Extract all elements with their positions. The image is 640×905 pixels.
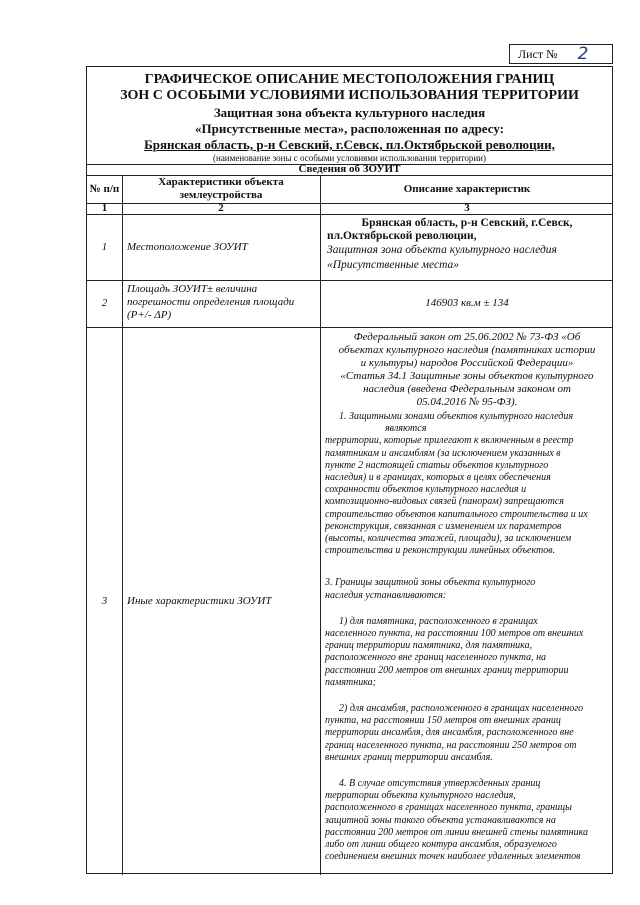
- col-header-num: № п/п: [89, 182, 120, 195]
- col-divider: [122, 175, 123, 875]
- col-index-2: 2: [218, 202, 224, 214]
- row-3-name: Иные характеристики ЗОУИТ: [127, 594, 272, 607]
- text-line: территории ансамбля, для ансамбля, расположенного вне: [325, 727, 574, 739]
- sheet-number: 2: [577, 44, 589, 64]
- text-line: границ территории памятника, для памятника,: [325, 640, 533, 652]
- text-line: либо от линии общего контура ансамбля, образуемого: [325, 839, 557, 851]
- text-line: реконструкция, связанная с изменением их параметров: [325, 520, 562, 532]
- text-line: расположенного вне границ населенного пункта, на: [325, 652, 547, 664]
- text-line: защитной зоны такого объекта устанавливаются на: [325, 814, 556, 826]
- row-1-address-1: Брянская область, р-н Севский, г.Севск,: [361, 217, 573, 229]
- text-line: сохранности объектов культурного наследия и: [325, 484, 527, 496]
- document-frame: [86, 66, 613, 874]
- subtitle-line-2: «Присутственные места», расположенная по адресу:: [195, 121, 504, 136]
- clause-4-block: [325, 778, 609, 863]
- text-line: населенного пункта, на расстоянии 100 метров от внешних: [325, 628, 584, 640]
- text-line: (высоты, количества этажей, площади), за исключением: [325, 533, 572, 545]
- subtitle-line-1: Защитная зона объекта культурного наследия: [213, 105, 486, 120]
- col-index-1: 1: [101, 202, 108, 214]
- clause-3-1-block: [325, 616, 609, 689]
- text-line: Федеральный закон от 25.06.2002 № 73-ФЗ «Об: [353, 331, 581, 343]
- text-line: расстоянии 200 метров от внешних границ территории: [325, 664, 569, 676]
- text-line: соединением внешних точек наиболее удаленных элементов: [325, 851, 581, 863]
- text-line: памятникам и ансамблям (за исключением указанных в: [325, 447, 561, 459]
- text-line: наследия) и в границах, которых в целях обеспечения: [325, 472, 551, 484]
- row-1-address-2: пл.Октябрьской революции,: [327, 230, 477, 242]
- row-2-number: 2: [101, 297, 108, 309]
- text-line: 1) для памятника, расположенного в границах: [339, 615, 538, 627]
- law-reference-block: [325, 331, 609, 409]
- row-2-name-line-3: (P+/- ΔP): [127, 309, 172, 321]
- row-3-description: [325, 331, 609, 864]
- text-line: внешних границ территории ансамбля.: [325, 751, 493, 763]
- col-header-characteristics: Характеристики объекта землеустройства: [158, 176, 284, 201]
- row-1-zone-2: «Присутственные места»: [327, 259, 460, 271]
- text-line: строительства и реконструкции линейных объектов.: [325, 545, 556, 557]
- text-line: территории объекта культурного наследия,: [325, 790, 516, 802]
- title-line-2: ЗОН С ОСОБЫМИ УСЛОВИЯМИ ИСПОЛЬЗОВАНИЯ ТЕРРИТОРИИ: [120, 88, 579, 103]
- col-index-3: 3: [464, 202, 470, 214]
- row-2-name-line-2: погрешности определения площади: [127, 296, 295, 308]
- row-1-name: Местоположение ЗОУИТ: [127, 240, 248, 253]
- row-1-description: [327, 217, 607, 273]
- row-2-name-line-1: Площадь ЗОУИТ± величина: [127, 283, 258, 295]
- text-line: объектах культурного наследия (памятниках истории: [338, 344, 596, 356]
- text-line: являются: [385, 423, 427, 435]
- text-line: расстоянии 200 метров от линии внешней стены памятника: [325, 826, 589, 838]
- text-line: 2) для ансамбля, расположенного в границах населенного: [339, 703, 584, 715]
- title-line-1: ГРАФИЧЕСКОЕ ОПИСАНИЕ МЕСТОПОЛОЖЕНИЯ ГРАНИЦ: [144, 72, 555, 87]
- text-line: границ населенного пункта, на расстоянии 250 метров от: [325, 739, 577, 751]
- zone-caption: (наименование зоны с особыми условиями использования территории): [213, 153, 486, 163]
- text-line: 1. Защитными зонами объектов культурного наследия: [339, 411, 574, 422]
- text-line: 05.04.2016 № 95-ФЗ).: [416, 396, 518, 408]
- text-line: территории, которые прилегают к включенным в реестр: [325, 435, 574, 447]
- text-line: пункта, на расстоянии 150 метров от внешних границ: [325, 715, 561, 727]
- text-line: памятника;: [325, 676, 376, 688]
- clause-3-2-block: [325, 703, 609, 764]
- sheet-number-box: [509, 44, 613, 64]
- text-line: и культуры) народов Российской Федерации»: [360, 357, 574, 369]
- row-1-number: 1: [101, 240, 108, 253]
- row-3-number: 3: [101, 594, 108, 607]
- section-title: Сведения об ЗОУИТ: [298, 163, 401, 175]
- address-line: Брянская область, р-н Севский, г.Севск, пл.Октябрьской революции,: [144, 137, 555, 152]
- col-header-description: Описание характеристик: [403, 182, 531, 195]
- text-line: 4. В случае отсутствия утвержденных границ: [339, 778, 541, 790]
- text-line: строительство объектов капитального строительства и их: [325, 508, 588, 520]
- text-line: наследия (введена Федеральным законом от: [363, 383, 571, 395]
- row-2-area-value: 146903 кв.м ± 134: [425, 297, 509, 309]
- row-1-zone-1: Защитная зона объекта культурного наследия: [327, 244, 557, 256]
- text-line: композиционно-видовых связей (панорам) запрещаются: [325, 496, 564, 508]
- clause-1-block: [325, 411, 609, 557]
- sheet-label: Лист №: [518, 46, 558, 61]
- row-2-name: [127, 283, 317, 322]
- text-line: пункте 2 настоящей статьи объектов культурного: [325, 459, 549, 471]
- text-line: наследия устанавливаются:: [325, 589, 447, 601]
- text-line: 3. Границы защитной зоны объекта культурного: [325, 577, 536, 589]
- text-line: «Статья 34.1 Защитные зоны объектов культурного: [340, 370, 594, 382]
- text-line: расположенного в границах населенного пункта, границы: [325, 802, 572, 814]
- clause-3-block: [325, 577, 609, 601]
